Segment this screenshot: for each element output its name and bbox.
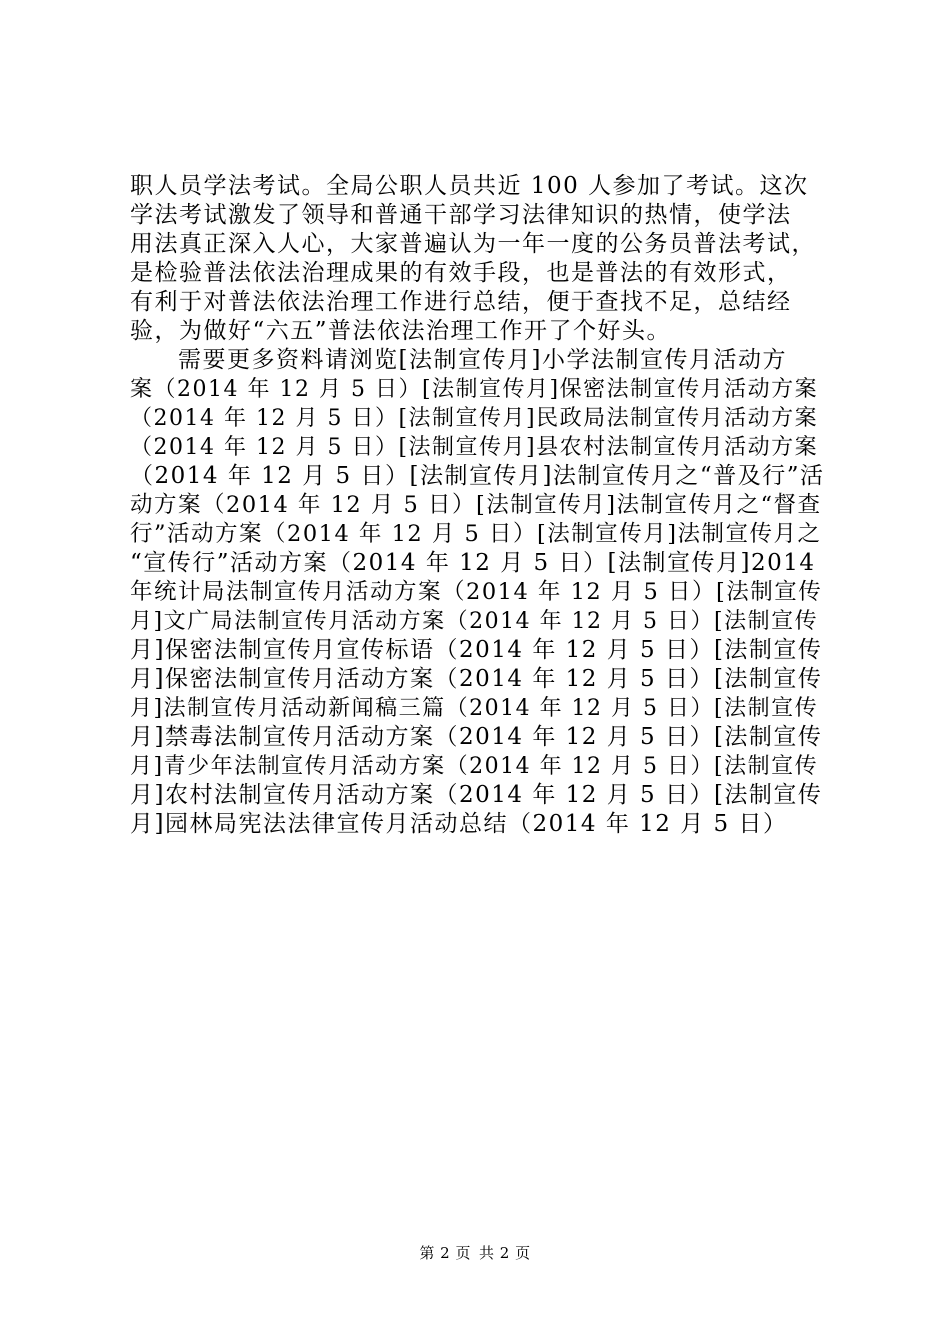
text-line: 学法考试激发了领导和普通干部学习法律知识的热情，使学法 [130,202,792,228]
text-line: 月]保密法制宣传月活动方案（2014 年 12 月 5 日）[法制宣传 [130,666,823,692]
text-line: 月]农村法制宣传月活动方案（2014 年 12 月 5 日）[法制宣传 [130,782,823,808]
body-text [130,172,830,839]
text-line: 月]园林局宪法法律宣传月活动总结（2014 年 12 月 5 日） [130,811,788,837]
page-number: 第 2 页 [419,1244,471,1262]
text-line: 月]禁毒法制宣传月活动方案（2014 年 12 月 5 日）[法制宣传 [130,724,823,750]
page-total: 共 2 页 [479,1244,531,1262]
text-line: （2014 年 12 月 5 日）[法制宣传月]县农村法制宣传月活动方案 [130,435,819,460]
text-line: 职人员学法考试。全局公职人员共近 100 人参加了考试。这次 [130,173,809,199]
text-line: 案（2014 年 12 月 5 日）[法制宣传月]保密法制宣传月活动方案 [130,377,819,402]
text-line: 需要更多资料请浏览[法制宣传月]小学法制宣传月活动方 [178,347,787,373]
text-line: 月]保密法制宣传月宣传标语（2014 年 12 月 5 日）[法制宣传 [130,637,823,663]
text-line: 行”活动方案（2014 年 12 月 5 日）[法制宣传月]法制宣传月之 [130,521,822,547]
page-footer [0,1243,950,1263]
text-line: 月]文广局法制宣传月活动方案（2014 年 12 月 5 日）[法制宣传 [130,609,819,634]
text-line: 月]青少年法制宣传月活动方案（2014 年 12 月 5 日）[法制宣传 [130,754,819,779]
text-line: 验，为做好“六五”普法依法治理工作开了个好头。 [130,318,672,344]
text-line: 有利于对普法依法治理工作进行总结，便于查找不足，总结经 [130,289,792,315]
text-line: （2014 年 12 月 5 日）[法制宣传月]民政局法制宣传月活动方案 [130,406,819,431]
text-line: 是检验普法依法治理成果的有效手段，也是普法的有效形式， [130,260,792,286]
text-line: “宣传行”活动方案（2014 年 12 月 5 日）[法制宣传月]2014 [130,550,816,576]
text-line: 月]法制宣传月活动新闻稿三篇（2014 年 12 月 5 日）[法制宣传 [130,696,819,721]
text-line: （2014 年 12 月 5 日）[法制宣传月]法制宣传月之“普及行”活 [130,463,825,489]
text-line: 用法真正深入人心，大家普遍认为一年一度的公务员普法考试， [130,231,816,257]
text-line: 动方案（2014 年 12 月 5 日）[法制宣传月]法制宣传月之“督查 [130,492,822,518]
text-line: 年统计局法制宣传月活动方案（2014 年 12 月 5 日）[法制宣传 [130,579,823,605]
